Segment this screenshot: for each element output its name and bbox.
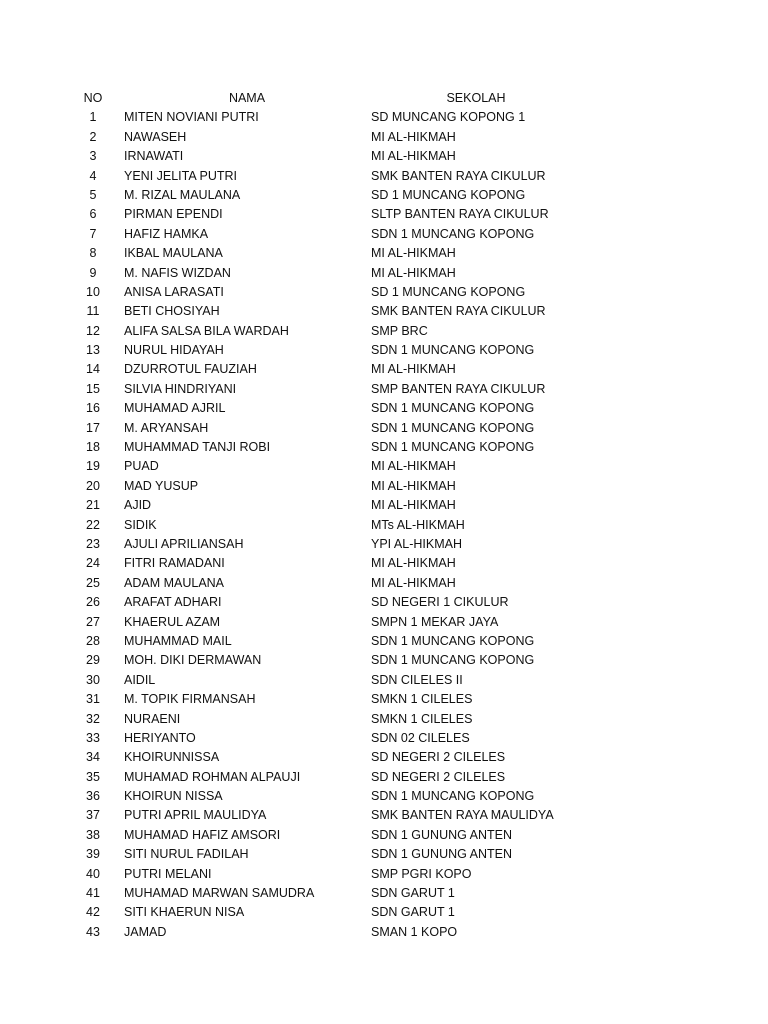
table-row bbox=[0, 710, 768, 729]
table-row bbox=[0, 923, 768, 942]
row-number: 5 bbox=[89, 187, 97, 202]
school-name: SD 1 MUNCANG KOPONG bbox=[371, 284, 526, 299]
student-name: HAFIZ HAMKA bbox=[124, 226, 209, 241]
student-name: PUAD bbox=[124, 459, 159, 474]
table-row bbox=[0, 477, 768, 496]
row-number: 38 bbox=[86, 827, 100, 842]
row-number: 41 bbox=[86, 886, 100, 901]
table-row bbox=[0, 826, 768, 845]
school-name: SDN 1 GUNUNG ANTEN bbox=[371, 847, 512, 862]
table-row bbox=[0, 845, 768, 864]
school-name: SDN 02 CILELES bbox=[371, 730, 470, 745]
row-number: 11 bbox=[86, 304, 100, 319]
student-name: IRNAWATI bbox=[124, 149, 184, 164]
row-number: 17 bbox=[86, 420, 100, 435]
table-row bbox=[0, 554, 768, 573]
table-row bbox=[0, 671, 768, 690]
table-row bbox=[0, 225, 768, 244]
school-name: MI AL-HIKMAH bbox=[371, 575, 456, 590]
school-name: SDN GARUT 1 bbox=[371, 905, 455, 920]
table-header-row bbox=[0, 89, 768, 108]
table-row bbox=[0, 516, 768, 535]
school-name: MTs AL-HIKMAH bbox=[371, 517, 465, 532]
row-number: 30 bbox=[86, 672, 100, 687]
student-name: SITI NURUL FADILAH bbox=[124, 847, 249, 862]
row-number: 39 bbox=[86, 847, 100, 862]
student-name: MUHAMMAD TANJI ROBI bbox=[124, 440, 271, 455]
student-name: HERIYANTO bbox=[124, 730, 196, 745]
row-number: 14 bbox=[86, 362, 100, 377]
student-name: M. ARYANSAH bbox=[124, 420, 209, 435]
table-row bbox=[0, 457, 768, 476]
school-name: MI AL-HIKMAH bbox=[371, 478, 456, 493]
header-sekolah: SEKOLAH bbox=[446, 91, 506, 105]
row-number: 27 bbox=[86, 614, 100, 629]
school-name: SLTP BANTEN RAYA CIKULUR bbox=[371, 207, 549, 222]
school-name: SD NEGERI 2 CILELES bbox=[371, 750, 506, 765]
row-number: 36 bbox=[86, 789, 100, 804]
school-name: MI AL-HIKMAH bbox=[371, 362, 456, 377]
table-row bbox=[0, 205, 768, 224]
student-name: NURAENI bbox=[124, 711, 181, 726]
student-name: ARAFAT ADHARI bbox=[124, 595, 222, 610]
table-row bbox=[0, 574, 768, 593]
table-row bbox=[0, 438, 768, 457]
student-name: MAD YUSUP bbox=[124, 478, 199, 493]
student-name: PUTRI APRIL MAULIDYA bbox=[124, 808, 267, 823]
student-name: MUHAMAD HAFIZ AMSORI bbox=[124, 827, 281, 842]
row-number: 3 bbox=[89, 149, 97, 164]
row-number: 21 bbox=[86, 498, 100, 513]
school-name: SD MUNCANG KOPONG 1 bbox=[371, 110, 526, 125]
student-name: ALIFA SALSA BILA WARDAH bbox=[124, 323, 289, 338]
student-name: AIDIL bbox=[124, 672, 156, 687]
row-number: 32 bbox=[86, 711, 100, 726]
school-name: MI AL-HIKMAH bbox=[371, 498, 456, 513]
row-number: 18 bbox=[86, 440, 100, 455]
table-row bbox=[0, 167, 768, 186]
row-number: 28 bbox=[86, 633, 100, 648]
student-name: JAMAD bbox=[124, 924, 167, 939]
row-number: 40 bbox=[86, 866, 100, 881]
student-name: KHOIRUNNISSA bbox=[124, 750, 220, 765]
table-row bbox=[0, 108, 768, 127]
student-name: M. RIZAL MAULANA bbox=[124, 187, 241, 202]
table-row bbox=[0, 147, 768, 166]
table-row bbox=[0, 593, 768, 612]
row-number: 2 bbox=[89, 129, 97, 144]
table-row bbox=[0, 690, 768, 709]
row-number: 35 bbox=[86, 769, 100, 784]
table-row bbox=[0, 768, 768, 787]
school-name: SMK BANTEN RAYA MAULIDYA bbox=[371, 808, 554, 823]
table-row bbox=[0, 651, 768, 670]
school-name: SMP BANTEN RAYA CIKULUR bbox=[371, 381, 546, 396]
school-name: SMKN 1 CILELES bbox=[371, 692, 473, 707]
table-row bbox=[0, 360, 768, 379]
school-name: SDN GARUT 1 bbox=[371, 886, 455, 901]
row-number: 26 bbox=[86, 595, 100, 610]
school-name: SDN 1 MUNCANG KOPONG bbox=[371, 633, 535, 648]
student-name: KHAERUL AZAM bbox=[124, 614, 221, 629]
table-row bbox=[0, 128, 768, 147]
header-no: NO bbox=[83, 91, 103, 105]
student-name: SILVIA HINDRIYANI bbox=[124, 381, 237, 396]
row-number: 16 bbox=[86, 401, 100, 416]
table-row bbox=[0, 399, 768, 418]
school-name: SD NEGERI 2 CILELES bbox=[371, 769, 506, 784]
table-row bbox=[0, 496, 768, 515]
table-row bbox=[0, 264, 768, 283]
student-name: NAWASEH bbox=[124, 129, 187, 144]
table-row bbox=[0, 419, 768, 438]
row-number: 34 bbox=[86, 750, 100, 765]
school-name: MI AL-HIKMAH bbox=[371, 149, 456, 164]
student-name: PIRMAN EPENDI bbox=[124, 207, 223, 222]
row-number: 24 bbox=[86, 556, 100, 571]
school-name: MI AL-HIKMAH bbox=[371, 459, 456, 474]
row-number: 33 bbox=[86, 730, 100, 745]
student-name: M. NAFIS WIZDAN bbox=[124, 265, 231, 280]
row-number: 4 bbox=[89, 168, 97, 183]
row-number: 20 bbox=[86, 478, 100, 493]
school-name: SDN 1 MUNCANG KOPONG bbox=[371, 420, 535, 435]
school-name: SDN 1 MUNCANG KOPONG bbox=[371, 440, 535, 455]
student-name: MUHAMAD ROHMAN ALPAUJI bbox=[124, 769, 301, 784]
table-row bbox=[0, 884, 768, 903]
table-row bbox=[0, 302, 768, 321]
table-row bbox=[0, 380, 768, 399]
student-table bbox=[0, 89, 768, 942]
table-row bbox=[0, 729, 768, 748]
school-name: SDN 1 MUNCANG KOPONG bbox=[371, 343, 535, 358]
school-name: SDN 1 GUNUNG ANTEN bbox=[371, 827, 512, 842]
school-name: SMKN 1 CILELES bbox=[371, 711, 473, 726]
student-name: AJULI APRILIANSAH bbox=[124, 536, 244, 551]
table-row bbox=[0, 322, 768, 341]
school-name: SMK BANTEN RAYA CIKULUR bbox=[371, 168, 546, 183]
table-row bbox=[0, 283, 768, 302]
row-number: 6 bbox=[89, 207, 97, 222]
student-name: KHOIRUN NISSA bbox=[124, 789, 223, 804]
row-number: 23 bbox=[86, 536, 100, 551]
student-name: M. TOPIK FIRMANSAH bbox=[124, 692, 256, 707]
school-name: SDN 1 MUNCANG KOPONG bbox=[371, 789, 535, 804]
row-number: 12 bbox=[86, 323, 100, 338]
school-name: SMP BRC bbox=[371, 323, 428, 338]
row-number: 8 bbox=[89, 246, 97, 261]
school-name: SD NEGERI 1 CIKULUR bbox=[371, 595, 509, 610]
row-number: 37 bbox=[86, 808, 100, 823]
student-name: MUHAMAD AJRIL bbox=[124, 401, 226, 416]
student-name: IKBAL MAULANA bbox=[124, 246, 223, 261]
school-name: MI AL-HIKMAH bbox=[371, 129, 456, 144]
student-name: MUHAMMAD MAIL bbox=[124, 633, 232, 648]
school-name: SDN CILELES II bbox=[371, 672, 463, 687]
header-nama: NAMA bbox=[228, 91, 266, 105]
table-row bbox=[0, 787, 768, 806]
row-number: 29 bbox=[86, 653, 100, 668]
school-name: MI AL-HIKMAH bbox=[371, 265, 456, 280]
school-name: SDN 1 MUNCANG KOPONG bbox=[371, 401, 535, 416]
student-name: DZURROTUL FAUZIAH bbox=[124, 362, 257, 377]
school-name: YPI AL-HIKMAH bbox=[371, 536, 462, 551]
student-name: ANISA LARASATI bbox=[124, 284, 224, 299]
table-row bbox=[0, 903, 768, 922]
student-name: SIDIK bbox=[124, 517, 157, 532]
school-name: MI AL-HIKMAH bbox=[371, 556, 456, 571]
student-name: MITEN NOVIANI PUTRI bbox=[124, 110, 259, 125]
row-number: 1 bbox=[89, 110, 97, 125]
table-row bbox=[0, 186, 768, 205]
table-row bbox=[0, 535, 768, 554]
student-name: BETI CHOSIYAH bbox=[124, 304, 220, 319]
row-number: 22 bbox=[86, 517, 100, 532]
student-name: YENI JELITA PUTRI bbox=[124, 168, 237, 183]
row-number: 42 bbox=[86, 905, 100, 920]
student-name: NURUL HIDAYAH bbox=[124, 343, 224, 358]
table-row bbox=[0, 865, 768, 884]
table-row bbox=[0, 806, 768, 825]
row-number: 15 bbox=[86, 381, 100, 396]
school-name: SDN 1 MUNCANG KOPONG bbox=[371, 226, 535, 241]
school-name: SMP PGRI KOPO bbox=[371, 866, 472, 881]
school-name: SDN 1 MUNCANG KOPONG bbox=[371, 653, 535, 668]
row-number: 7 bbox=[89, 226, 97, 241]
table-row bbox=[0, 244, 768, 263]
student-name: MOH. DIKI DERMAWAN bbox=[124, 653, 262, 668]
school-name: SMAN 1 KOPO bbox=[371, 924, 458, 939]
student-name: SITI KHAERUN NISA bbox=[124, 905, 245, 920]
row-number: 9 bbox=[89, 265, 97, 280]
student-name: FITRI RAMADANI bbox=[124, 556, 225, 571]
school-name: MI AL-HIKMAH bbox=[371, 246, 456, 261]
student-name: AJID bbox=[124, 498, 152, 513]
table-row bbox=[0, 748, 768, 767]
row-number: 19 bbox=[86, 459, 100, 474]
student-name: PUTRI MELANI bbox=[124, 866, 212, 881]
row-number: 31 bbox=[86, 692, 100, 707]
table-row bbox=[0, 613, 768, 632]
school-name: SD 1 MUNCANG KOPONG bbox=[371, 187, 526, 202]
student-name: ADAM MAULANA bbox=[124, 575, 225, 590]
school-name: SMK BANTEN RAYA CIKULUR bbox=[371, 304, 546, 319]
table-body bbox=[0, 108, 768, 942]
table-row bbox=[0, 341, 768, 360]
school-name: SMPN 1 MEKAR JAYA bbox=[371, 614, 499, 629]
table-row bbox=[0, 632, 768, 651]
student-name: MUHAMAD MARWAN SAMUDRA bbox=[124, 886, 315, 901]
row-number: 10 bbox=[86, 284, 100, 299]
row-number: 13 bbox=[86, 343, 100, 358]
row-number: 43 bbox=[86, 924, 100, 939]
row-number: 25 bbox=[86, 575, 100, 590]
